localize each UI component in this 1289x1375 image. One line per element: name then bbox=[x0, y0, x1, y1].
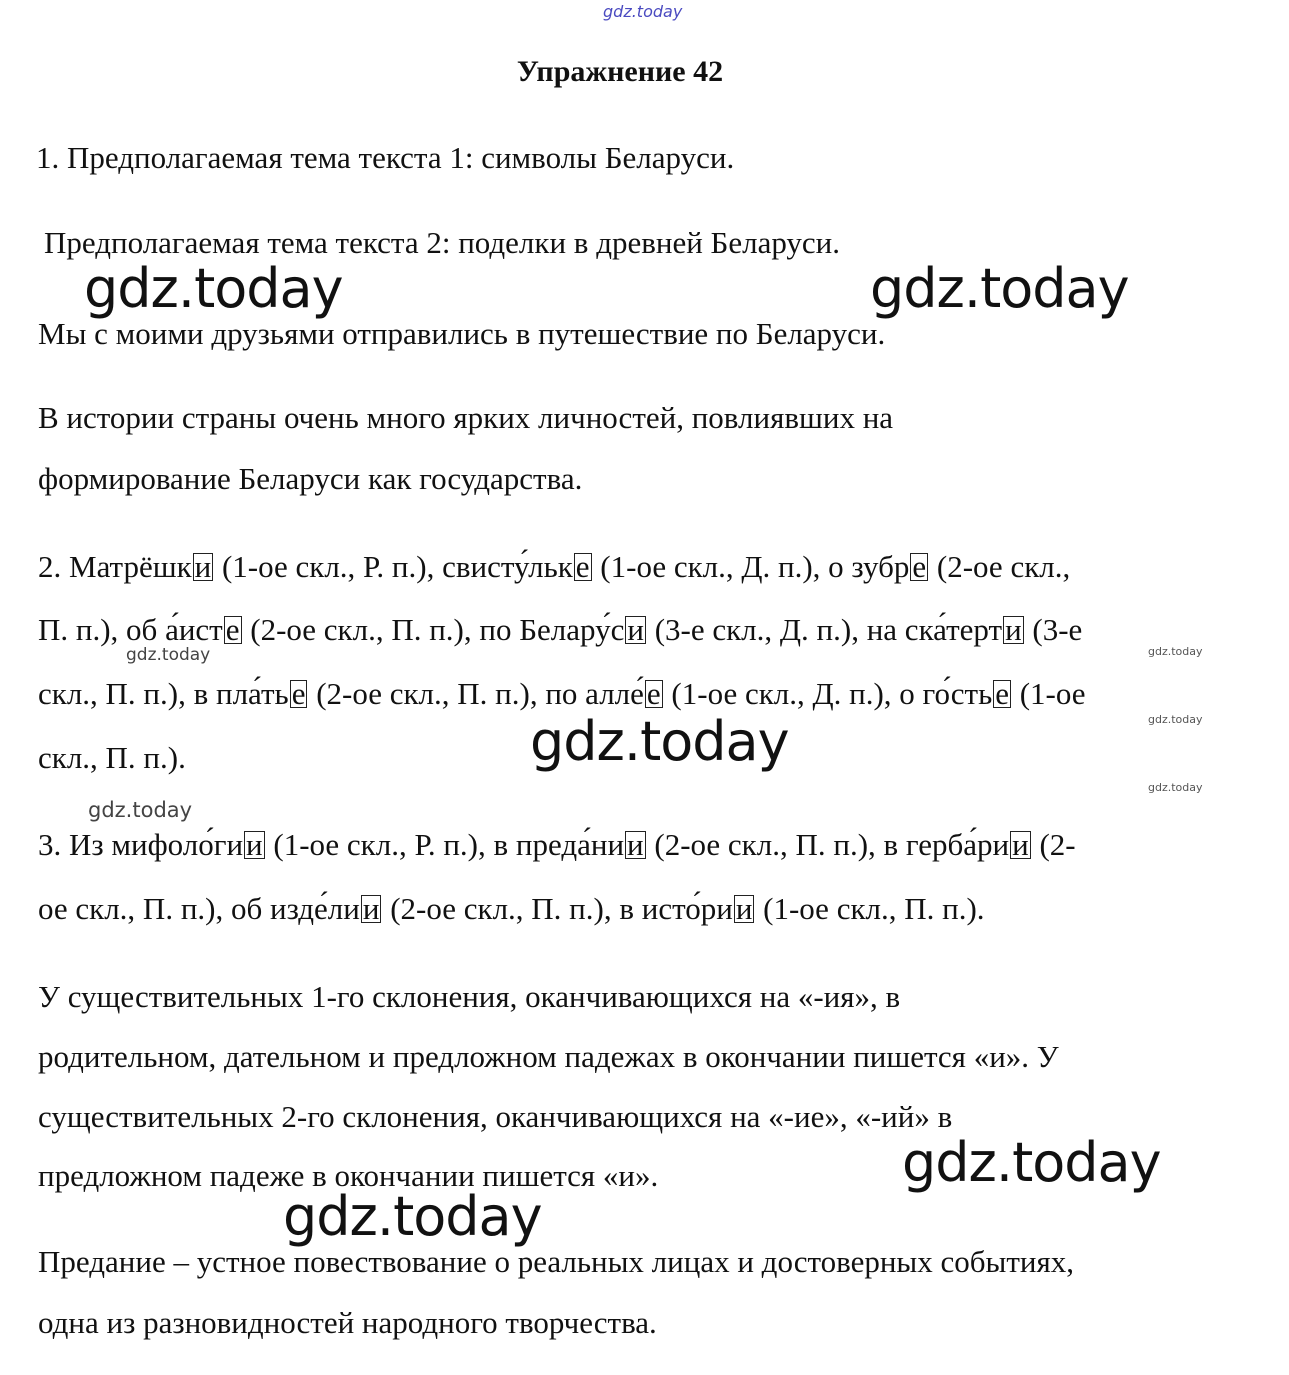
section3-line-2 bbox=[38, 891, 985, 927]
watermark-top: gdz.today bbox=[603, 2, 683, 21]
topic-line-2: Предполагаемая тема текста 2: поделки в древней Беларуси. bbox=[44, 225, 841, 260]
highlighted-ending: и bbox=[627, 612, 644, 647]
text-segment: (2-ое скл., П. п.), по Белару́с bbox=[242, 612, 625, 647]
highlighted-ending: е bbox=[575, 549, 590, 584]
rule-line-4: предложном падеже в окончании пишется «и». bbox=[38, 1158, 659, 1193]
watermark-big-4: gdz.today bbox=[902, 1131, 1161, 1194]
section2-line-4 bbox=[38, 740, 186, 776]
section2-line-2 bbox=[38, 612, 1082, 648]
watermark-big-1: gdz.today bbox=[84, 257, 343, 320]
section3-line-1 bbox=[38, 827, 1076, 863]
text-segment: ое скл., П. п.), об изде́ли bbox=[38, 891, 360, 926]
exercise-title: Упражнение 42 bbox=[516, 55, 724, 88]
text-segment: (2-ое скл., bbox=[929, 549, 1071, 584]
text-segment: (1-ое скл., Д. п.), о го́сть bbox=[663, 676, 993, 711]
sentence-history-1: В истории страны очень много ярких личностей, повлиявших на bbox=[38, 400, 894, 435]
text-segment: (2- bbox=[1031, 827, 1076, 862]
highlighted-ending: и bbox=[1005, 612, 1022, 647]
watermark-big-5: gdz.today bbox=[283, 1185, 542, 1248]
section2-line-1 bbox=[38, 549, 1070, 585]
text-segment: (1-ое скл., Д. п.), о зубр bbox=[592, 549, 910, 584]
text-segment: (1-ое скл., Р. п.), в преда́ни bbox=[265, 827, 625, 862]
highlighted-ending: и bbox=[627, 827, 644, 862]
text-segment: (1-ое bbox=[1011, 676, 1086, 711]
rule-line-3: существительных 2-го склонения, оканчивающихся на «-ие», «-ий» в bbox=[38, 1099, 953, 1134]
section2-line-3 bbox=[38, 676, 1086, 712]
watermark-big-2: gdz.today bbox=[870, 257, 1129, 320]
text-segment: (2-ое скл., П. п.), по алле́ bbox=[308, 676, 644, 711]
highlighted-ending: е bbox=[291, 676, 306, 711]
highlighted-ending: е bbox=[225, 612, 240, 647]
text-segment: (1-ое скл., Р. п.), свисту́льк bbox=[214, 549, 573, 584]
highlighted-ending: и bbox=[1012, 827, 1029, 862]
watermark-tiny-3: gdz.today bbox=[1148, 781, 1203, 794]
sentence-travel: Мы с моими друзьями отправились в путешествие по Беларуси. bbox=[38, 316, 886, 351]
watermark-small-1: gdz.today bbox=[126, 645, 211, 665]
highlighted-ending: е bbox=[646, 676, 661, 711]
sentence-history-2: формирование Беларуси как государства. bbox=[38, 461, 583, 496]
rule-line-2: родительном, дательном и предложном падежах в окончании пишется «и». У bbox=[38, 1039, 1059, 1074]
watermark-big-3: gdz.today bbox=[530, 710, 789, 773]
rule-line-1: У существительных 1-го склонения, оканчивающихся на «-ия», в bbox=[38, 979, 901, 1014]
text-segment: (2-ое скл., П. п.), в исто́ри bbox=[382, 891, 733, 926]
text-segment: (1-ое скл., П. п.). bbox=[755, 891, 985, 926]
watermark-small-2: gdz.today bbox=[88, 798, 193, 822]
text-segment: (3-е bbox=[1024, 612, 1083, 647]
highlighted-ending: и bbox=[735, 891, 753, 926]
text-segment: 2. Матрёшк bbox=[38, 549, 192, 584]
topic-line-1: 1. Предполагаемая тема текста 1: символы Беларуси. bbox=[36, 140, 735, 175]
highlighted-ending: и bbox=[246, 827, 263, 862]
text-segment: П. п.), об а́ист bbox=[38, 612, 223, 647]
definition-line-2: одна из разновидностей народного творчества. bbox=[38, 1305, 657, 1340]
text-segment: скл., П. п.), в пла́ть bbox=[38, 676, 289, 711]
watermark-tiny-2: gdz.today bbox=[1148, 713, 1203, 726]
text-segment: 3. Из мифоло́ги bbox=[38, 827, 244, 862]
text-segment: скл., П. п.). bbox=[38, 740, 186, 775]
text-segment: (2-ое скл., П. п.), в герба́ри bbox=[646, 827, 1010, 862]
highlighted-ending: и bbox=[362, 891, 380, 926]
definition-line-1: Предание – устное повествование о реальных лицах и достоверных событиях, bbox=[38, 1244, 1075, 1279]
highlighted-ending: и bbox=[194, 549, 212, 584]
highlighted-ending: е bbox=[912, 549, 927, 584]
text-segment: (3-е скл., Д. п.), на ска́терт bbox=[646, 612, 1003, 647]
highlighted-ending: е bbox=[995, 676, 1009, 711]
watermark-tiny-1: gdz.today bbox=[1148, 645, 1203, 658]
